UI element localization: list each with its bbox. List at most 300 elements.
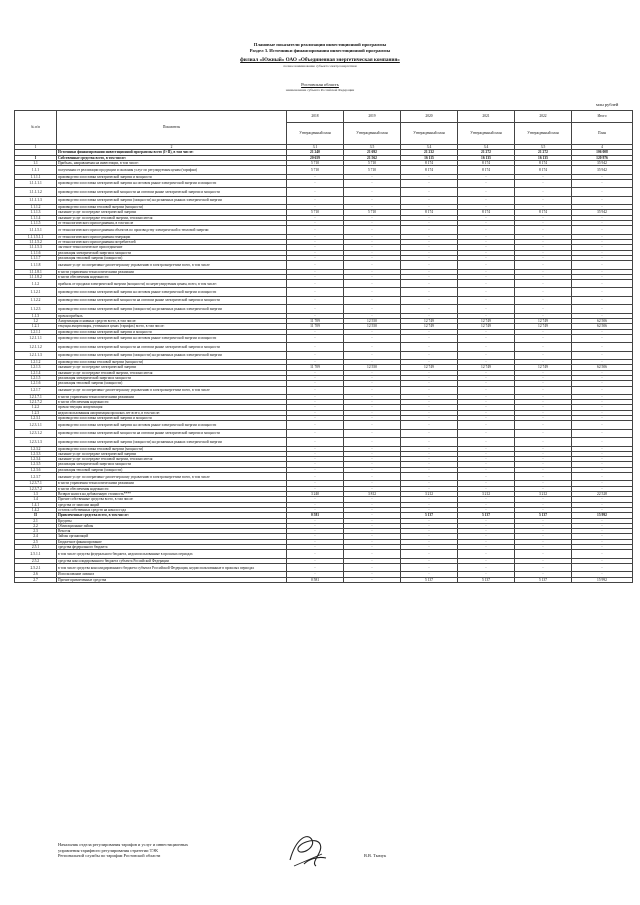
row-value: - <box>458 334 515 342</box>
row-value: 21 232 <box>401 150 458 155</box>
row-value: - <box>458 497 515 502</box>
table-body <box>15 150 633 583</box>
row-value: 15 992 <box>572 513 633 518</box>
row-value: 3 812 <box>344 492 401 497</box>
row-value: 8 174 <box>458 166 515 174</box>
row-value: - <box>515 462 572 467</box>
row-value: - <box>572 507 633 512</box>
row-value: - <box>401 497 458 502</box>
row-value: - <box>401 381 458 386</box>
row-label: в части управления технологическими режимами <box>57 481 287 486</box>
index-cell: 4 <box>572 145 633 150</box>
table-row <box>15 261 633 269</box>
row-value: - <box>572 467 633 472</box>
row-code: 1.2.3.4 <box>15 457 57 462</box>
row-value: - <box>401 220 458 225</box>
row-label: оказание услуг по передаче тепловой энергии, теплоносителя <box>57 457 287 462</box>
row-value: - <box>458 188 515 196</box>
row-value: - <box>401 534 458 539</box>
row-label: производство и поставка тепловой энергии (мощности) <box>57 205 287 210</box>
row-label: производство и поставка электрической энергии (мощности) на розничных рынках электрической энергии <box>57 438 287 446</box>
row-value: - <box>344 220 401 225</box>
row-value: - <box>287 497 344 502</box>
row-value: - <box>401 446 458 451</box>
row-value: - <box>515 572 572 577</box>
row-value: - <box>458 296 515 304</box>
row-value: - <box>515 360 572 365</box>
row-value: - <box>515 370 572 375</box>
row-value: - <box>344 550 401 558</box>
row-value: - <box>287 360 344 365</box>
row-value: - <box>515 446 572 451</box>
row-value: - <box>287 274 344 279</box>
row-code: 1.4 <box>15 497 57 502</box>
row-label: от технологического присоединения, в том числе <box>57 220 287 225</box>
row-label: производство и поставка электрической энергии и мощности <box>57 329 287 334</box>
row-value: - <box>344 467 401 472</box>
row-value: - <box>287 196 344 204</box>
row-value: - <box>401 351 458 359</box>
row-value: - <box>515 274 572 279</box>
row-value: - <box>572 255 633 260</box>
row-value: - <box>515 351 572 359</box>
row-value: - <box>572 245 633 250</box>
table-row <box>15 188 633 196</box>
row-value: - <box>572 544 633 549</box>
row-label: средства консолидированного бюджета субъекта Российской Федерации <box>57 558 287 563</box>
row-value: - <box>344 534 401 539</box>
col-indicator-header: Показатель <box>57 111 287 145</box>
index-cell: 3.1 <box>287 145 344 150</box>
row-value: - <box>515 400 572 405</box>
row-value: 12 749 <box>515 318 572 323</box>
row-value: - <box>401 245 458 250</box>
row-value: - <box>287 523 344 528</box>
row-code: 1.1.1.2 <box>15 205 57 210</box>
row-value: - <box>287 416 344 421</box>
table-row <box>15 473 633 481</box>
row-value: - <box>458 400 515 405</box>
row-code: 1.1.3 <box>15 313 57 318</box>
row-value: - <box>458 572 515 577</box>
row-label: полученная от реализации продукции и оказания услуг по регулируемым ценам (тарифам) <box>57 166 287 174</box>
row-value: 11 709 <box>287 365 344 370</box>
row-value: 21 692 <box>344 150 401 155</box>
row-value: - <box>344 410 401 415</box>
table-row <box>15 296 633 304</box>
row-value: - <box>401 481 458 486</box>
row-value: 106 008 <box>572 150 633 155</box>
row-code: 1.1.1.6 <box>15 250 57 255</box>
row-label: Прочие привлеченные средства <box>57 577 287 582</box>
row-value: - <box>344 523 401 528</box>
row-code: 1.1.2 <box>15 280 57 288</box>
row-code: 1.2.3.1 <box>15 416 57 421</box>
row-code: 2.5.2 <box>15 558 57 563</box>
row-value: - <box>401 467 458 472</box>
row-value: - <box>287 394 344 399</box>
row-value: - <box>401 334 458 342</box>
row-value: - <box>572 394 633 399</box>
row-value: - <box>401 462 458 467</box>
row-value: - <box>401 370 458 375</box>
row-value: - <box>344 329 401 334</box>
row-value: - <box>287 457 344 462</box>
row-label: производство и поставка тепловой энергии (мощности) <box>57 360 287 365</box>
row-value: - <box>572 370 633 375</box>
table-row <box>15 577 633 582</box>
row-value: - <box>401 486 458 491</box>
row-label: оказание услуг по оперативно-диспетчерскому управлению в электроэнергетике всего, в том числе <box>57 261 287 269</box>
row-value: 12 550 <box>344 324 401 329</box>
row-value: - <box>572 518 633 523</box>
row-value: - <box>287 539 344 544</box>
row-value: - <box>344 196 401 204</box>
row-value: - <box>401 518 458 523</box>
index-cell: 3.4 <box>401 145 458 150</box>
table-row <box>15 343 633 351</box>
row-value: - <box>515 296 572 304</box>
row-value: - <box>572 558 633 563</box>
row-value: 11 709 <box>287 324 344 329</box>
row-value: - <box>344 577 401 582</box>
row-value: 8 174 <box>401 166 458 174</box>
row-value: - <box>287 239 344 244</box>
row-value: - <box>572 261 633 269</box>
row-label: Возврат налога на добавленную стоимость**** <box>57 492 287 497</box>
row-value: - <box>344 421 401 429</box>
row-value: - <box>458 473 515 481</box>
row-value: - <box>458 429 515 437</box>
index-cell: 3.5 <box>344 145 401 150</box>
row-value: 5 710 <box>344 210 401 215</box>
table-row <box>15 226 633 234</box>
row-code: 1.4.1 <box>15 502 57 507</box>
row-value: - <box>344 386 401 394</box>
region-name: Ростовская область <box>301 82 339 87</box>
row-code: 1.2.3.7.2 <box>15 486 57 491</box>
row-value: - <box>287 429 344 437</box>
row-value: 5 137 <box>515 513 572 518</box>
row-value: - <box>458 416 515 421</box>
row-value: - <box>287 438 344 446</box>
row-value: - <box>287 400 344 405</box>
row-value: 20 659 <box>287 155 344 160</box>
row-value: - <box>515 234 572 239</box>
row-value: - <box>458 255 515 260</box>
row-value: 120 976 <box>572 155 633 160</box>
row-value: - <box>344 394 401 399</box>
row-value: - <box>458 239 515 244</box>
row-value: - <box>458 451 515 456</box>
row-value: - <box>287 255 344 260</box>
row-code: 1.1.1.1.3 <box>15 196 57 204</box>
row-code: 1.2.3.1.3 <box>15 438 57 446</box>
row-value: - <box>344 305 401 313</box>
row-value: - <box>515 305 572 313</box>
row-value: - <box>344 462 401 467</box>
row-value: - <box>572 205 633 210</box>
table-row <box>15 196 633 204</box>
row-value: - <box>458 534 515 539</box>
row-code: 2.5 <box>15 539 57 544</box>
row-value: - <box>287 572 344 577</box>
row-value: - <box>344 486 401 491</box>
row-value: - <box>572 220 633 225</box>
row-value: - <box>401 269 458 274</box>
row-value: 12 749 <box>401 365 458 370</box>
row-value: - <box>287 334 344 342</box>
row-value: - <box>515 313 572 318</box>
row-value: 3 212 <box>515 492 572 497</box>
row-value: - <box>401 288 458 296</box>
row-value: - <box>344 288 401 296</box>
row-value: - <box>458 529 515 534</box>
row-code: 1.1.1.8 <box>15 261 57 269</box>
row-value: - <box>344 544 401 549</box>
row-value: - <box>515 245 572 250</box>
row-value: - <box>572 386 633 394</box>
row-value: - <box>572 360 633 365</box>
row-code: 1.2.3.5 <box>15 462 57 467</box>
row-value: 35 942 <box>572 160 633 165</box>
plan-subheader: План <box>572 123 633 145</box>
row-value: 5 710 <box>344 166 401 174</box>
row-label: производство и поставка электрической мощности на оптовом рынке электрической энергии и мощности <box>57 429 287 437</box>
row-value: - <box>344 205 401 210</box>
row-value: 5 137 <box>515 577 572 582</box>
row-value: - <box>515 550 572 558</box>
row-value: - <box>515 220 572 225</box>
row-code: 1.2.1.1.1 <box>15 334 57 342</box>
row-value: - <box>572 563 633 571</box>
row-value: - <box>515 534 572 539</box>
row-value: - <box>287 343 344 351</box>
row-value: - <box>287 245 344 250</box>
row-value: - <box>515 329 572 334</box>
row-value: - <box>344 239 401 244</box>
row-value: - <box>458 226 515 234</box>
row-code: 1.2.3.7.1 <box>15 481 57 486</box>
row-code: 1.2.3.1.2 <box>15 429 57 437</box>
row-value: - <box>515 288 572 296</box>
row-value: - <box>515 457 572 462</box>
row-value: - <box>458 215 515 220</box>
row-value: - <box>515 405 572 410</box>
row-code: 1.1.1.3 <box>15 210 57 215</box>
row-value: - <box>572 421 633 429</box>
row-value: - <box>401 313 458 318</box>
row-value: - <box>458 386 515 394</box>
row-value: 3 212 <box>401 492 458 497</box>
row-value: - <box>572 486 633 491</box>
plan-subheader: Утвержденный план <box>401 123 458 145</box>
row-value: - <box>344 343 401 351</box>
row-value: - <box>572 226 633 234</box>
table-row <box>15 550 633 558</box>
index-cell: 1 <box>15 145 57 150</box>
row-label: в части обеспечения надежности <box>57 486 287 491</box>
row-value: - <box>458 394 515 399</box>
row-value: - <box>287 205 344 210</box>
row-value: - <box>344 451 401 456</box>
row-value: 12 749 <box>401 324 458 329</box>
row-value: - <box>458 481 515 486</box>
row-value: - <box>458 502 515 507</box>
row-code: 2.1 <box>15 518 57 523</box>
row-value: - <box>344 274 401 279</box>
year-header: 2020 <box>401 111 458 123</box>
row-value: - <box>458 462 515 467</box>
row-code: 1.1.1.5 <box>15 220 57 225</box>
index-cell: 2 <box>57 145 287 150</box>
row-value: - <box>458 410 515 415</box>
table-row <box>15 280 633 288</box>
row-label: в том числе средства консолидированного бюджета субъекта Российской Федерации, недоиспользованные в прошлых периодах <box>57 563 287 571</box>
row-value: - <box>458 375 515 380</box>
row-value: - <box>401 280 458 288</box>
row-value: - <box>401 226 458 234</box>
row-value: - <box>572 446 633 451</box>
row-value: - <box>287 288 344 296</box>
row-label: оказание услуг по передаче тепловой энергии, теплоносителя <box>57 370 287 375</box>
row-label: в том числе средства федерального бюджета, недоиспользованные в прошлых периодах <box>57 550 287 558</box>
row-label: в части управления технологическими режимами <box>57 394 287 399</box>
row-value: - <box>401 410 458 415</box>
row-code: 1.2.1.7.2 <box>15 400 57 405</box>
row-value: - <box>401 416 458 421</box>
row-value: - <box>572 343 633 351</box>
row-label: производство и поставка электрической мощности на оптовом рынке электрической энергии и мощности <box>57 343 287 351</box>
row-label: прочая текущая амортизация <box>57 405 287 410</box>
row-label: Прибыль, направляемая на инвестиции, в том числе: <box>57 160 287 165</box>
row-value: 12 749 <box>458 318 515 323</box>
row-label: оказание услуг по оперативно-диспетчерскому управлению в электроэнергетике всего, в том числе <box>57 386 287 394</box>
row-value: - <box>458 343 515 351</box>
row-value: - <box>458 274 515 279</box>
row-value: - <box>344 245 401 250</box>
row-value: - <box>401 572 458 577</box>
row-value: - <box>344 513 401 518</box>
row-label: реализация электрической энергии и мощности <box>57 375 287 380</box>
row-value: - <box>458 220 515 225</box>
row-value: - <box>572 196 633 204</box>
row-value: - <box>458 405 515 410</box>
row-value: 11 709 <box>287 318 344 323</box>
row-label: Привлеченные средства всего, в том числе: <box>57 513 287 518</box>
row-value: - <box>572 523 633 528</box>
row-value: - <box>287 280 344 288</box>
financing-table <box>14 110 633 583</box>
table-row <box>15 288 633 296</box>
year-header: 2022 <box>515 111 572 123</box>
row-value: - <box>287 410 344 415</box>
row-label: производство и поставка тепловой энергии (мощности) <box>57 446 287 451</box>
row-value: - <box>287 534 344 539</box>
row-value: - <box>287 544 344 549</box>
row-value: - <box>401 196 458 204</box>
handwritten-signature <box>286 830 330 877</box>
row-value: - <box>344 438 401 446</box>
row-value: - <box>287 179 344 187</box>
row-value: - <box>515 226 572 234</box>
row-value: - <box>287 226 344 234</box>
table-row <box>15 351 633 359</box>
index-cell: 3.4 <box>458 145 515 150</box>
row-value: - <box>287 188 344 196</box>
row-value: 3 212 <box>458 492 515 497</box>
row-value: - <box>344 226 401 234</box>
row-value: - <box>458 269 515 274</box>
row-label: оказание услуг по оперативно-диспетчерскому управлению в электроэнергетике всего, в том числе <box>57 473 287 481</box>
row-value: - <box>401 507 458 512</box>
row-value: 12 749 <box>458 365 515 370</box>
row-label: Облигационные займы <box>57 523 287 528</box>
row-value: - <box>287 451 344 456</box>
row-code: 1.2.3 <box>15 410 57 415</box>
row-code: 1.1.1.5.1 <box>15 226 57 234</box>
row-value: 35 942 <box>572 166 633 174</box>
table-row <box>15 179 633 187</box>
row-value: 5 137 <box>401 577 458 582</box>
row-value: 12 550 <box>344 318 401 323</box>
row-value: - <box>515 255 572 260</box>
row-value: - <box>344 313 401 318</box>
row-value: - <box>287 481 344 486</box>
total-header: Итого <box>572 111 633 123</box>
row-value: - <box>515 518 572 523</box>
row-code: 1.1.1.1.2 <box>15 188 57 196</box>
row-value: - <box>515 421 572 429</box>
row-value: - <box>515 539 572 544</box>
row-value: 12 749 <box>401 318 458 323</box>
table-row <box>15 386 633 394</box>
signatory-line: управления тарифного регулирования стратегии ТЭК <box>58 847 159 853</box>
row-value: - <box>572 274 633 279</box>
row-value: - <box>458 558 515 563</box>
row-value: - <box>572 400 633 405</box>
row-label: реализация тепловой энергии (мощности) <box>57 255 287 260</box>
year-header: 2018 <box>287 111 344 123</box>
row-value: - <box>287 370 344 375</box>
row-label: оказание услуг по передаче электрической энергии <box>57 365 287 370</box>
row-value: - <box>287 502 344 507</box>
row-value: - <box>401 502 458 507</box>
row-value: - <box>344 215 401 220</box>
row-label: от технологического присоединения генерации <box>57 234 287 239</box>
row-value: - <box>287 558 344 563</box>
row-value: 5 710 <box>287 166 344 174</box>
row-label: реализация тепловой энергии (мощности) <box>57 381 287 386</box>
row-label: Источники финансирования инвестиционной программы всего (I+II), в том числе: <box>57 150 287 155</box>
row-value: - <box>515 334 572 342</box>
row-value: 62 506 <box>572 324 633 329</box>
table-row <box>15 421 633 429</box>
row-value: 5 710 <box>344 160 401 165</box>
row-value: - <box>572 497 633 502</box>
row-label: оказание услуг по передаче электрической энергии <box>57 210 287 215</box>
row-value: - <box>287 381 344 386</box>
row-value: - <box>401 174 458 179</box>
row-value: - <box>515 174 572 179</box>
row-value: - <box>572 188 633 196</box>
doc-subtitle: Раздел 3. Источники финансирования инвестиционной программы <box>249 48 391 53</box>
row-value: - <box>572 572 633 577</box>
row-value: - <box>572 539 633 544</box>
row-value: - <box>401 544 458 549</box>
row-value: - <box>572 288 633 296</box>
row-value: 21 272 <box>515 150 572 155</box>
